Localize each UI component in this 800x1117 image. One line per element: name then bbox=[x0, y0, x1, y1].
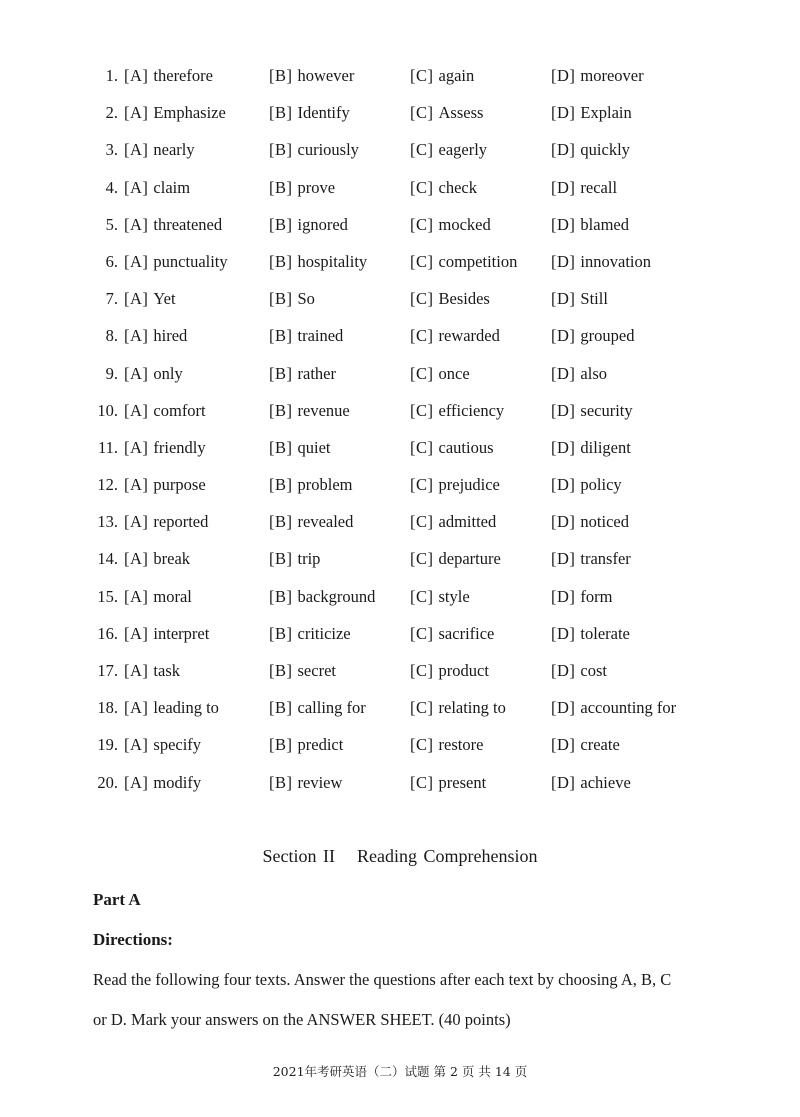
option-c bbox=[410, 57, 474, 94]
option-text: mocked bbox=[438, 214, 491, 234]
option-letter: [A] bbox=[124, 326, 149, 346]
option-d bbox=[551, 764, 631, 801]
option-letter: [A] bbox=[124, 772, 149, 792]
option-c bbox=[410, 652, 489, 689]
question-number: 20. bbox=[97, 772, 118, 792]
option-letter: [B] bbox=[269, 549, 293, 569]
option-letter: [D] bbox=[551, 251, 576, 271]
question-number: 2. bbox=[105, 103, 118, 123]
option-b bbox=[269, 652, 336, 689]
option-letter: [A] bbox=[124, 661, 149, 680]
option-letter: [B] bbox=[269, 289, 293, 309]
option-d bbox=[551, 280, 608, 317]
option-text: revealed bbox=[297, 512, 354, 532]
question-row bbox=[0, 615, 800, 652]
option-d bbox=[551, 392, 633, 429]
option-a bbox=[124, 243, 228, 280]
option-letter: [B] bbox=[269, 512, 293, 532]
option-c bbox=[410, 131, 487, 168]
question-number: 16. bbox=[97, 623, 118, 643]
option-d bbox=[551, 652, 607, 689]
question-number: 12. bbox=[97, 475, 118, 495]
option-letter: [C] bbox=[410, 289, 434, 309]
question-number: 4. bbox=[105, 177, 118, 197]
option-a bbox=[124, 131, 195, 168]
option-letter: [D] bbox=[551, 400, 576, 420]
question-row bbox=[0, 355, 800, 392]
option-letter: [B] bbox=[269, 66, 293, 85]
option-b bbox=[269, 131, 359, 168]
option-text: So bbox=[297, 289, 315, 309]
question-row bbox=[0, 578, 800, 615]
option-letter: [B] bbox=[269, 475, 293, 495]
option-text: innovation bbox=[580, 251, 651, 271]
option-b bbox=[269, 392, 350, 429]
question-number: 1. bbox=[105, 66, 118, 85]
option-text: security bbox=[580, 400, 633, 420]
option-d bbox=[551, 503, 629, 540]
question-row bbox=[0, 540, 800, 577]
option-letter: [C] bbox=[410, 549, 434, 569]
option-letter: [A] bbox=[124, 363, 149, 383]
option-text: diligent bbox=[580, 437, 631, 457]
option-d bbox=[551, 317, 634, 354]
option-d bbox=[551, 169, 617, 206]
option-letter: [C] bbox=[410, 140, 434, 160]
option-a bbox=[124, 429, 206, 466]
option-d bbox=[551, 355, 607, 392]
option-a bbox=[124, 280, 176, 317]
option-b bbox=[269, 169, 335, 206]
option-d bbox=[551, 689, 676, 726]
option-a bbox=[124, 689, 219, 726]
option-text: grouped bbox=[580, 326, 635, 346]
option-letter: [A] bbox=[124, 289, 149, 309]
option-d bbox=[551, 206, 629, 243]
page-footer: 2021年考研英语（二）试题 第 2 页 共 14 页 bbox=[272, 1064, 528, 1079]
option-d bbox=[551, 57, 644, 94]
option-text: transfer bbox=[580, 549, 631, 569]
option-d bbox=[551, 615, 630, 652]
option-a bbox=[124, 503, 208, 540]
option-text: Besides bbox=[438, 289, 490, 309]
option-text: recall bbox=[580, 177, 618, 197]
option-text: interpret bbox=[153, 623, 210, 643]
option-text: cautious bbox=[438, 437, 494, 457]
option-c bbox=[410, 429, 494, 466]
option-text: style bbox=[438, 586, 470, 606]
option-b bbox=[269, 94, 350, 131]
option-letter: [C] bbox=[410, 512, 434, 532]
option-letter: [A] bbox=[124, 103, 149, 123]
option-text: therefore bbox=[153, 66, 213, 85]
option-text: Yet bbox=[153, 289, 176, 309]
option-c bbox=[410, 243, 517, 280]
option-a bbox=[124, 355, 183, 392]
option-letter: [B] bbox=[269, 772, 293, 792]
question-row bbox=[0, 57, 800, 94]
option-d bbox=[551, 429, 631, 466]
option-letter: [D] bbox=[551, 140, 576, 160]
option-text: leading to bbox=[153, 698, 219, 718]
directions-heading: Directions: bbox=[93, 930, 173, 949]
option-d bbox=[551, 540, 631, 577]
option-text: calling for bbox=[297, 698, 366, 718]
question-row bbox=[0, 652, 800, 689]
option-text: once bbox=[438, 363, 470, 383]
option-text: moreover bbox=[580, 66, 644, 85]
option-text: comfort bbox=[153, 400, 206, 420]
option-letter: [D] bbox=[551, 475, 576, 495]
question-row bbox=[0, 429, 800, 466]
option-text: Explain bbox=[580, 103, 632, 123]
question-row bbox=[0, 392, 800, 429]
option-b bbox=[269, 726, 343, 763]
question-row bbox=[0, 280, 800, 317]
option-text: Identify bbox=[297, 103, 350, 123]
option-text: secret bbox=[297, 661, 336, 680]
option-text: quickly bbox=[580, 140, 630, 160]
option-letter: [B] bbox=[269, 251, 293, 271]
option-d bbox=[551, 94, 632, 131]
option-a bbox=[124, 540, 190, 577]
option-letter: [D] bbox=[551, 661, 576, 680]
option-text: prejudice bbox=[438, 475, 500, 495]
option-letter: [B] bbox=[269, 735, 293, 755]
question-number: 15. bbox=[97, 586, 118, 606]
option-text: trained bbox=[297, 326, 344, 346]
option-d bbox=[551, 578, 612, 615]
option-b bbox=[269, 540, 320, 577]
option-c bbox=[410, 355, 470, 392]
option-text: eagerly bbox=[438, 140, 488, 160]
option-text: task bbox=[153, 661, 180, 680]
option-d bbox=[551, 466, 622, 503]
option-text: review bbox=[297, 772, 343, 792]
option-letter: [A] bbox=[124, 586, 149, 606]
question-row bbox=[0, 94, 800, 131]
option-c bbox=[410, 392, 504, 429]
question-number: 7. bbox=[105, 289, 118, 309]
option-text: background bbox=[297, 586, 376, 606]
question-number: 5. bbox=[105, 214, 118, 234]
option-d bbox=[551, 243, 651, 280]
option-b bbox=[269, 429, 331, 466]
option-text: product bbox=[438, 661, 489, 680]
option-b bbox=[269, 689, 366, 726]
question-row bbox=[0, 726, 800, 763]
question-row bbox=[0, 689, 800, 726]
option-letter: [B] bbox=[269, 400, 293, 420]
option-letter: [C] bbox=[410, 437, 434, 457]
option-letter: [B] bbox=[269, 177, 293, 197]
option-a bbox=[124, 169, 190, 206]
option-text: Emphasize bbox=[153, 103, 226, 123]
option-letter: [C] bbox=[410, 400, 434, 420]
option-letter: [B] bbox=[269, 661, 293, 680]
option-letter: [A] bbox=[124, 140, 149, 160]
option-b bbox=[269, 280, 315, 317]
option-text: departure bbox=[438, 549, 501, 569]
option-letter: [D] bbox=[551, 623, 576, 643]
option-b bbox=[269, 503, 353, 540]
option-a bbox=[124, 206, 222, 243]
question-row bbox=[0, 243, 800, 280]
instructions-line-2: or D. Mark your answers on the ANSWER SHEET. (40 points) bbox=[93, 1010, 511, 1029]
option-c bbox=[410, 540, 501, 577]
option-d bbox=[551, 131, 630, 168]
option-letter: [D] bbox=[551, 289, 576, 309]
option-text: restore bbox=[438, 735, 484, 755]
option-letter: [C] bbox=[410, 251, 434, 271]
option-text: prove bbox=[297, 177, 336, 197]
option-c bbox=[410, 169, 477, 206]
option-letter: [D] bbox=[551, 512, 576, 532]
question-number: 6. bbox=[105, 251, 118, 271]
option-c bbox=[410, 689, 506, 726]
option-a bbox=[124, 392, 206, 429]
option-text: friendly bbox=[153, 437, 206, 457]
question-row bbox=[0, 206, 800, 243]
option-text: revenue bbox=[297, 400, 350, 420]
option-letter: [D] bbox=[551, 66, 576, 85]
option-b bbox=[269, 317, 343, 354]
option-letter: [A] bbox=[124, 735, 149, 755]
option-b bbox=[269, 615, 351, 652]
question-row bbox=[0, 764, 800, 801]
option-letter: [C] bbox=[410, 735, 434, 755]
option-text: efficiency bbox=[438, 400, 505, 420]
option-b bbox=[269, 355, 336, 392]
question-row bbox=[0, 503, 800, 540]
option-text: competition bbox=[438, 251, 518, 271]
option-letter: [A] bbox=[124, 623, 149, 643]
option-text: relating to bbox=[438, 698, 506, 718]
option-text: curiously bbox=[297, 140, 359, 160]
option-c bbox=[410, 94, 483, 131]
option-text: accounting for bbox=[580, 698, 677, 718]
option-letter: [A] bbox=[124, 177, 149, 197]
option-text: threatened bbox=[153, 214, 223, 234]
option-c bbox=[410, 280, 490, 317]
option-c bbox=[410, 578, 470, 615]
option-text: present bbox=[438, 772, 487, 792]
question-number: 17. bbox=[97, 661, 118, 680]
section-label: Section II bbox=[262, 846, 335, 866]
option-text: again bbox=[438, 66, 475, 85]
option-letter: [B] bbox=[269, 103, 293, 123]
option-text: specify bbox=[153, 735, 202, 755]
option-letter: [D] bbox=[551, 214, 576, 234]
option-letter: [A] bbox=[124, 400, 149, 420]
option-a bbox=[124, 726, 201, 763]
option-text: sacrifice bbox=[438, 623, 495, 643]
question-row bbox=[0, 317, 800, 354]
question-number: 13. bbox=[97, 512, 118, 532]
option-text: policy bbox=[580, 475, 622, 495]
option-b bbox=[269, 206, 348, 243]
option-b bbox=[269, 57, 354, 94]
option-letter: [C] bbox=[410, 363, 434, 383]
option-b bbox=[269, 243, 367, 280]
instructions-line-1: Read the following four texts. Answer the questions after each text by choosing A, B, C bbox=[93, 970, 672, 989]
option-text: moral bbox=[153, 586, 192, 606]
question-row bbox=[0, 169, 800, 206]
option-text: rather bbox=[297, 363, 336, 383]
option-letter: [C] bbox=[410, 66, 434, 85]
option-letter: [D] bbox=[551, 177, 576, 197]
option-letter: [C] bbox=[410, 475, 434, 495]
option-letter: [C] bbox=[410, 103, 434, 123]
option-text: admitted bbox=[438, 512, 497, 532]
option-text: modify bbox=[153, 772, 202, 792]
option-text: purpose bbox=[153, 475, 206, 495]
option-letter: [C] bbox=[410, 623, 434, 643]
question-number: 18. bbox=[97, 698, 118, 718]
option-b bbox=[269, 578, 375, 615]
option-c bbox=[410, 503, 496, 540]
option-letter: [B] bbox=[269, 140, 293, 160]
option-letter: [C] bbox=[410, 772, 434, 792]
option-a bbox=[124, 578, 192, 615]
option-a bbox=[124, 317, 187, 354]
option-text: reported bbox=[153, 512, 209, 532]
option-b bbox=[269, 764, 342, 801]
option-letter: [D] bbox=[551, 549, 576, 569]
option-text: ignored bbox=[297, 214, 348, 234]
option-c bbox=[410, 466, 500, 503]
section-heading bbox=[0, 846, 800, 867]
option-a bbox=[124, 764, 201, 801]
option-text: criticize bbox=[297, 623, 351, 643]
option-b bbox=[269, 466, 353, 503]
option-c bbox=[410, 726, 483, 763]
option-letter: [C] bbox=[410, 586, 434, 606]
option-letter: [D] bbox=[551, 586, 576, 606]
option-c bbox=[410, 206, 491, 243]
option-text: form bbox=[580, 586, 613, 606]
question-number: 19. bbox=[97, 735, 118, 755]
option-letter: [C] bbox=[410, 214, 434, 234]
option-text: trip bbox=[297, 549, 321, 569]
question-number: 14. bbox=[97, 549, 118, 569]
option-text: rewarded bbox=[438, 326, 500, 346]
question-number: 3. bbox=[105, 140, 118, 160]
option-letter: [C] bbox=[410, 326, 434, 346]
option-letter: [B] bbox=[269, 326, 293, 346]
option-letter: [B] bbox=[269, 214, 293, 234]
option-text: also bbox=[580, 363, 607, 383]
option-letter: [B] bbox=[269, 437, 293, 457]
option-c bbox=[410, 615, 494, 652]
question-row bbox=[0, 131, 800, 168]
option-text: achieve bbox=[580, 772, 631, 792]
option-letter: [D] bbox=[551, 437, 576, 457]
option-a bbox=[124, 94, 226, 131]
section-title: Reading Comprehension bbox=[357, 846, 538, 866]
option-letter: [C] bbox=[410, 177, 434, 197]
question-number: 9. bbox=[105, 363, 118, 383]
option-letter: [D] bbox=[551, 103, 576, 123]
option-c bbox=[410, 764, 486, 801]
option-text: tolerate bbox=[580, 623, 630, 643]
option-letter: [A] bbox=[124, 214, 149, 234]
cloze-options-list bbox=[0, 57, 800, 801]
option-letter: [A] bbox=[124, 698, 149, 718]
option-letter: [D] bbox=[551, 326, 576, 346]
option-d bbox=[551, 726, 620, 763]
option-text: quiet bbox=[297, 437, 331, 457]
option-a bbox=[124, 615, 209, 652]
option-text: problem bbox=[297, 475, 353, 495]
option-letter: [C] bbox=[410, 698, 434, 718]
option-letter: [A] bbox=[124, 66, 149, 85]
option-letter: [A] bbox=[124, 437, 149, 457]
option-letter: [A] bbox=[124, 251, 149, 271]
question-number: 11. bbox=[97, 437, 118, 457]
question-number: 10. bbox=[97, 400, 118, 420]
option-letter: [B] bbox=[269, 698, 293, 718]
option-text: check bbox=[438, 177, 477, 197]
option-text: Still bbox=[580, 289, 608, 309]
option-letter: [D] bbox=[551, 735, 576, 755]
option-letter: [B] bbox=[269, 586, 293, 606]
option-letter: [D] bbox=[551, 363, 576, 383]
question-row bbox=[0, 466, 800, 503]
question-number: 8. bbox=[105, 326, 118, 346]
option-text: noticed bbox=[580, 512, 629, 532]
option-letter: [B] bbox=[269, 623, 293, 643]
option-text: cost bbox=[580, 661, 607, 680]
option-text: claim bbox=[153, 177, 191, 197]
option-text: hired bbox=[153, 326, 188, 346]
option-text: only bbox=[153, 363, 183, 383]
option-letter: [A] bbox=[124, 475, 149, 495]
part-heading: Part A bbox=[93, 890, 141, 909]
option-letter: [D] bbox=[551, 772, 576, 792]
option-a bbox=[124, 466, 206, 503]
option-letter: [B] bbox=[269, 363, 293, 383]
option-text: predict bbox=[297, 735, 344, 755]
option-letter: [A] bbox=[124, 549, 149, 569]
option-text: nearly bbox=[153, 140, 195, 160]
option-text: however bbox=[297, 66, 355, 85]
option-letter: [C] bbox=[410, 661, 434, 680]
option-letter: [D] bbox=[551, 698, 576, 718]
option-text: create bbox=[580, 735, 620, 755]
option-letter: [A] bbox=[124, 512, 149, 532]
option-text: blamed bbox=[580, 214, 629, 234]
option-c bbox=[410, 317, 500, 354]
option-text: hospitality bbox=[297, 251, 368, 271]
option-a bbox=[124, 652, 180, 689]
option-text: punctuality bbox=[153, 251, 228, 271]
option-a bbox=[124, 57, 213, 94]
option-text: break bbox=[153, 549, 191, 569]
option-text: Assess bbox=[438, 103, 484, 123]
